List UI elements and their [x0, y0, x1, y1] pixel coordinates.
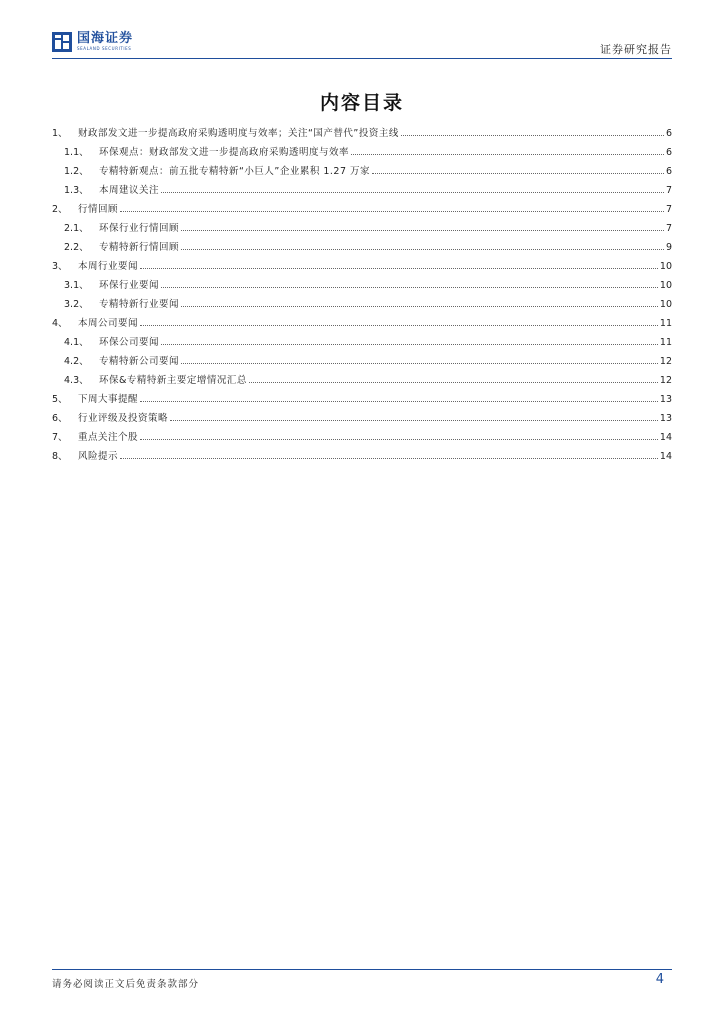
toc-entry[interactable] — [52, 120, 672, 139]
toc-dot-leader — [161, 192, 664, 193]
toc-entry-number: 3.2、 — [64, 299, 89, 310]
toc-dot-leader — [181, 230, 664, 231]
toc-dot-leader — [249, 382, 658, 383]
toc-entry-title[interactable]: 环保行业行情回顾 — [99, 223, 180, 234]
toc-entry-title[interactable]: 专精特新观点：前五批专精特新“小巨人”企业累积 1.27 万家 — [99, 166, 371, 177]
toc-entry[interactable] — [52, 329, 672, 348]
toc-entry-number: 2、 — [52, 204, 68, 215]
toc-entry-page[interactable]: 7 — [665, 185, 672, 196]
page-header — [52, 26, 672, 60]
toc-dot-leader — [181, 306, 658, 307]
toc-entry[interactable] — [52, 405, 672, 424]
toc-entry[interactable] — [52, 234, 672, 253]
toc-dot-leader — [181, 363, 658, 364]
table-of-contents — [52, 120, 672, 462]
sealand-logo-icon — [52, 32, 72, 52]
toc-entry[interactable] — [52, 158, 672, 177]
toc-entry-page[interactable]: 6 — [665, 166, 672, 177]
toc-entry-number: 1.2、 — [64, 166, 89, 177]
toc-entry-number: 1、 — [52, 128, 68, 139]
toc-entry-page[interactable]: 7 — [665, 223, 672, 234]
toc-entry[interactable] — [52, 367, 672, 386]
toc-entry-title[interactable]: 环保&专精特新主要定增情况汇总 — [99, 375, 247, 386]
toc-entry[interactable] — [52, 253, 672, 272]
header-divider — [52, 58, 672, 59]
toc-entry[interactable] — [52, 196, 672, 215]
toc-entry-number: 1.3、 — [64, 185, 89, 196]
toc-dot-leader — [140, 325, 658, 326]
toc-entry-number: 2.1、 — [64, 223, 89, 234]
toc-entry-title[interactable]: 环保公司要闻 — [99, 337, 160, 348]
toc-entry-page[interactable]: 7 — [665, 204, 672, 215]
toc-entry-page[interactable]: 12 — [659, 375, 672, 386]
toc-entry-title[interactable]: 专精特新行情回顾 — [99, 242, 180, 253]
toc-entry-title[interactable]: 本周公司要闻 — [78, 318, 139, 329]
toc-entry-title[interactable]: 财政部发文进一步提高政府采购透明度与效率；关注“国产替代”投资主线 — [78, 128, 399, 139]
toc-entry-number: 1.1、 — [64, 147, 89, 158]
toc-entry-page[interactable]: 6 — [665, 147, 672, 158]
toc-entry-title[interactable]: 风险提示 — [78, 451, 119, 462]
toc-dot-leader — [351, 154, 664, 155]
toc-entry-number: 7、 — [52, 432, 68, 443]
company-logo — [52, 30, 133, 54]
toc-entry[interactable] — [52, 139, 672, 158]
toc-entry[interactable] — [52, 386, 672, 405]
toc-entry-number: 4、 — [52, 318, 68, 329]
page-number: 4 — [655, 972, 664, 987]
toc-dot-leader — [120, 211, 664, 212]
toc-entry-title[interactable]: 本周行业要闻 — [78, 261, 139, 272]
toc-entry-page[interactable]: 11 — [659, 337, 672, 348]
toc-entry-number: 4.2、 — [64, 356, 89, 367]
logo-english-name: SEALAND SECURITIES — [77, 46, 132, 51]
toc-dot-leader — [170, 420, 658, 421]
toc-entry[interactable] — [52, 310, 672, 329]
toc-dot-leader — [120, 458, 658, 459]
toc-entry-page[interactable]: 14 — [659, 432, 672, 443]
footer-divider — [52, 969, 672, 970]
toc-entry-page[interactable]: 13 — [659, 413, 672, 424]
toc-dot-leader — [181, 249, 664, 250]
toc-entry-page[interactable]: 10 — [659, 299, 672, 310]
toc-entry-number: 8、 — [52, 451, 68, 462]
toc-entry[interactable] — [52, 291, 672, 310]
toc-entry-page[interactable]: 10 — [659, 261, 672, 272]
toc-entry-page[interactable]: 12 — [659, 356, 672, 367]
toc-entry-page[interactable]: 10 — [659, 280, 672, 291]
toc-entry-page[interactable]: 13 — [659, 394, 672, 405]
toc-dot-leader — [372, 173, 664, 174]
toc-dot-leader — [161, 344, 658, 345]
toc-entry-title[interactable]: 行情回顾 — [78, 204, 119, 215]
toc-entry-page[interactable]: 9 — [665, 242, 672, 253]
toc-entry-title[interactable]: 专精特新行业要闻 — [99, 299, 180, 310]
toc-dot-leader — [401, 135, 664, 136]
toc-entry-title[interactable]: 下周大事提醒 — [78, 394, 139, 405]
toc-entry[interactable] — [52, 424, 672, 443]
toc-entry-title[interactable]: 本周建议关注 — [99, 185, 160, 196]
toc-entry-number: 3.1、 — [64, 280, 89, 291]
toc-dot-leader — [140, 439, 658, 440]
toc-entry-title[interactable]: 专精特新公司要闻 — [99, 356, 180, 367]
footer-disclaimer: 请务必阅读正文后免责条款部分 — [52, 979, 200, 990]
toc-entry[interactable] — [52, 177, 672, 196]
toc-entry[interactable] — [52, 272, 672, 291]
toc-dot-leader — [140, 401, 658, 402]
toc-entry-page[interactable]: 11 — [659, 318, 672, 329]
toc-dot-leader — [140, 268, 658, 269]
toc-entry-number: 6、 — [52, 413, 68, 424]
toc-entry-number: 4.3、 — [64, 375, 89, 386]
toc-entry[interactable] — [52, 443, 672, 462]
toc-entry-title[interactable]: 环保观点：财政部发文进一步提高政府采购透明度与效率 — [99, 147, 350, 158]
toc-entry[interactable] — [52, 348, 672, 367]
report-type-label: 证券研究报告 — [600, 43, 672, 56]
toc-entry-title[interactable]: 重点关注个股 — [78, 432, 139, 443]
toc-entry-page[interactable]: 14 — [659, 451, 672, 462]
toc-entry-title[interactable]: 行业评级及投资策略 — [78, 413, 169, 424]
toc-dot-leader — [161, 287, 658, 288]
toc-entry-title[interactable]: 环保行业要闻 — [99, 280, 160, 291]
toc-entry-number: 3、 — [52, 261, 68, 272]
toc-entry-number: 4.1、 — [64, 337, 89, 348]
toc-title: 内容目录 — [319, 92, 404, 114]
logo-chinese-name: 国海证券 — [77, 31, 134, 46]
toc-entry-number: 5、 — [52, 394, 68, 405]
toc-entry[interactable] — [52, 215, 672, 234]
toc-entry-page[interactable]: 6 — [665, 128, 672, 139]
toc-entry-number: 2.2、 — [64, 242, 89, 253]
